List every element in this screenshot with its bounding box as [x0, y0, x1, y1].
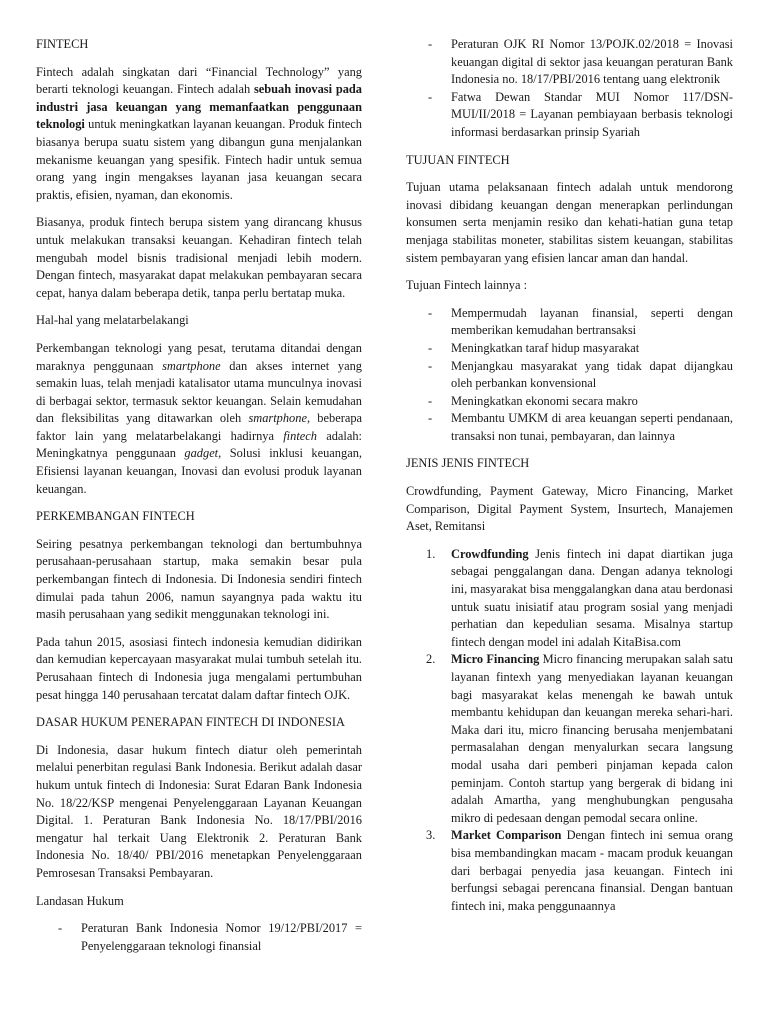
tujuan-list — [406, 305, 733, 446]
item-title: Crowdfunding — [451, 546, 529, 561]
landasan-list — [36, 920, 362, 955]
item-text: Dengan fintech ini semua orang bisa membandingkan macam - macam produk keuangan dari berbagai penyedia jasa keuangan. Fintech ini berfungsi sebagai perencana finansial. Dengan bantuan fintech ini, maka penggunaannya — [451, 828, 734, 913]
list-number: 2. — [426, 652, 436, 667]
list-item: - Meningkatkan ekonomi secara makro — [406, 393, 733, 411]
bold-text: sebuah inovasi pada industri jasa keuangan yang memanfaatkan penggunaan teknologi — [36, 82, 362, 132]
list-item: - Membantu UMKM di area keuangan seperti pendanaan, transaksi non tunai, pembayaran, dan lainnya — [406, 410, 733, 445]
paragraph-tujuan: Tujuan utama pelaksanaan fintech adalah untuk mendorong inovasi dibidang keuangan dengan menerapkan perlindungan konsumen serta menjamin resiko dan kehati-hatian guna tetap menjaga stabilitas moneter, stabilitas sistem keuangan, stabilitas sistem pembayaran yang efisien lancar aman dan handal. — [406, 180, 733, 265]
heading-jenis: JENIS JENIS FINTECH — [406, 456, 530, 471]
list-number: 3. — [426, 828, 436, 843]
list-item: - Peraturan Bank Indonesia Nomor 19/12/PBI/2017 = Penyelenggaraan teknologi finansial — [36, 920, 362, 955]
item-text: Micro financing merupakan salah satu layanan fintexh yang menyediakan layanan keuangan bagi masyarakat kelas menengah ke bawah untuk membantu kehidupan dan keuangan mereka sehari-hari. Maka dari itu, micro financing berusaha menjembatani permasalahan dengan menyalurkan secara langsung modal usaha dari pemberi pinjaman kepada calon peminjam. Contoh startup yang bergerak di bidang ini adalah Amartha, yang menghubungkan pengusaha mikro di pedesaan dengan pemodal secara online. — [451, 652, 733, 825]
italic-text: smartphone — [162, 358, 221, 373]
list-item — [406, 651, 733, 827]
italic-text: gadget — [184, 446, 219, 461]
right-column — [406, 36, 733, 915]
jenis-list — [406, 546, 733, 915]
text-span: untuk meningkatkan layanan keuangan. Produk fintech biasanya berupa suatu sistem yang dibangun guna menjalankan mekanisme keuangan yang spesifik. Fintech hadir untuk semua orang yang ingin mengakses layanan jasa keuangan secara praktis, efisien, nyaman, dan ekonomis. — [36, 117, 362, 202]
list-item: - Mempermudah layanan finansial, seperti dengan memberikan kemudahan bertransaksi — [406, 305, 733, 340]
item-text: Jenis fintech ini dapat diartikan juga sebagai penggalangan dana. Dengan adanya teknologi ini, masyarakat bisa menggalangkan dana atau berdonasi untuk suatu inisiatif atau program sosial yang menjadi perhatian dan kepedulian sesama. Misalnya startup fintech dengan model ini adalah KitaBisa.com — [451, 546, 733, 649]
list-item — [406, 546, 733, 652]
italic-text: smartphone — [248, 411, 307, 426]
list-item: - Peraturan OJK RI Nomor 13/POJK.02/2018 = Inovasi keuangan digital di sektor jasa keuangan peraturan Bank Indonesia no. 18/17/PBI/2016 tentang uang elektronik — [406, 36, 733, 89]
text-span: Fintech adalah singkatan dari “Financial Technology” yang berarti teknologi keuangan. Fintech adalah — [36, 64, 362, 97]
paragraph-perkembangan-1: Seiring pesatnya perkembangan teknologi dan bertumbuhnya perusahaan-perusahaan startup, maka semakin besar pula perkembangan fintech di Indonesia. Di Indonesia sendiri fintech dimulai pada tahun 2006, namun sayangnya pada waktu itu masih perusahaan yang sedikit menggunakan teknologi ini. — [36, 536, 362, 622]
landasan-list-continued — [406, 36, 733, 142]
left-column — [36, 36, 362, 965]
paragraph-perkembangan-2: Pada tahun 2015, asosiasi fintech indonesia kemudian didirikan dan kemudian kepercayaan masyarakat mulai tumbuh setelah itu. Perusahaan fintech di Indonesia juga mengalami pertumbuhan pesat hingga 140 perusahaan tercatat dalam daftar fintech OJK. — [36, 634, 362, 702]
paragraph-dasar-hukum: Di Indonesia, dasar hukum fintech diatur oleh pemerintah melalui penerbitan regulasi Bank Indonesia. Berikut adalah dasar hukum untuk fintech di Indonesia: Surat Edaran Bank Indonesia No. 18/22/KSP mengenai Penyelenggaraan Layanan Keuangan Digital. 1. Peraturan Bank Indonesia No. 18/17/PBI/2016 mengatur hal terkait Uang Elektronik 2. Peraturan Bank Indonesia No. 18/40/ PBI/2016 menetapkan Penyelenggaraan Pemrosesan Transaksi Pembayaran. — [36, 742, 362, 880]
paragraph-jenis: Crowdfunding, Payment Gateway, Micro Financing, Market Comparison, Digital Payment System, Insurtech, Manajemen Aset, Remitansi — [406, 484, 733, 534]
list-item — [406, 827, 733, 915]
list-item: - Menjangkau masyarakat yang tidak dapat dijangkau oleh perbankan konvensional — [406, 358, 733, 393]
heading-dasar-hukum: DASAR HUKUM PENERAPAN FINTECH DI INDONESIA — [36, 715, 345, 730]
paragraph-background — [36, 340, 362, 498]
text-span: , beberapa faktor lain yang melatarbelakangi hadirnya — [36, 411, 363, 443]
heading-latar: Hal-hal yang melatarbelakangi — [36, 313, 189, 328]
list-number: 1. — [426, 546, 436, 561]
list-item: - Fatwa Dewan Standar MUI Nomor 117/DSN-MUI/II/2018 = Layanan pembiayaan berbasis teknologi informasi berdasarkan prinsip Syariah — [406, 89, 733, 142]
italic-text: fintech — [283, 428, 317, 443]
heading-tujuan: TUJUAN FINTECH — [406, 152, 510, 167]
paragraph-definition — [36, 64, 362, 205]
paragraph-tujuan-lain: Tujuan Fintech lainnya : — [406, 278, 528, 293]
item-title: Micro Financing — [451, 652, 540, 667]
item-title: Market Comparison — [451, 828, 562, 843]
paragraph-product: Biasanya, produk fintech berupa sistem yang dirancang khusus untuk melakukan transaksi keuangan. Kehadiran fintech telah mengubah model bisnis tradisional menjadi lebih modern. Dengan fintech, masyarakat dapat melakukan pembayaran secara cepat, hanya dalam beberapa detik, tanpa perlu bertatap muka. — [36, 215, 362, 300]
list-item: - Meningkatkan taraf hidup masyarakat — [406, 340, 733, 358]
text-span: Perkembangan teknologi yang pesat, terutama ditandai dengan maraknya penggunaan — [36, 340, 362, 373]
heading-perkembangan: PERKEMBANGAN FINTECH — [36, 509, 195, 524]
text-span: adalah: Meningkatnya penggunaan — [36, 428, 362, 461]
text-span: dan akses internet yang semakin luas, telah menjadi katalisator utama munculnya inovasi di berbagai sektor, termasuk sektor keuangan. Selain kemudahan dan fleksibilitas yang ditawarkan oleh — [36, 358, 362, 426]
heading-landasan: Landasan Hukum — [36, 893, 124, 908]
heading-fintech: FINTECH — [36, 37, 89, 51]
text-span: , Solusi inklusi keuangan, Efisiensi layanan keuangan, Inovasi dan evolusi produk layanan keuangan. — [36, 446, 362, 496]
